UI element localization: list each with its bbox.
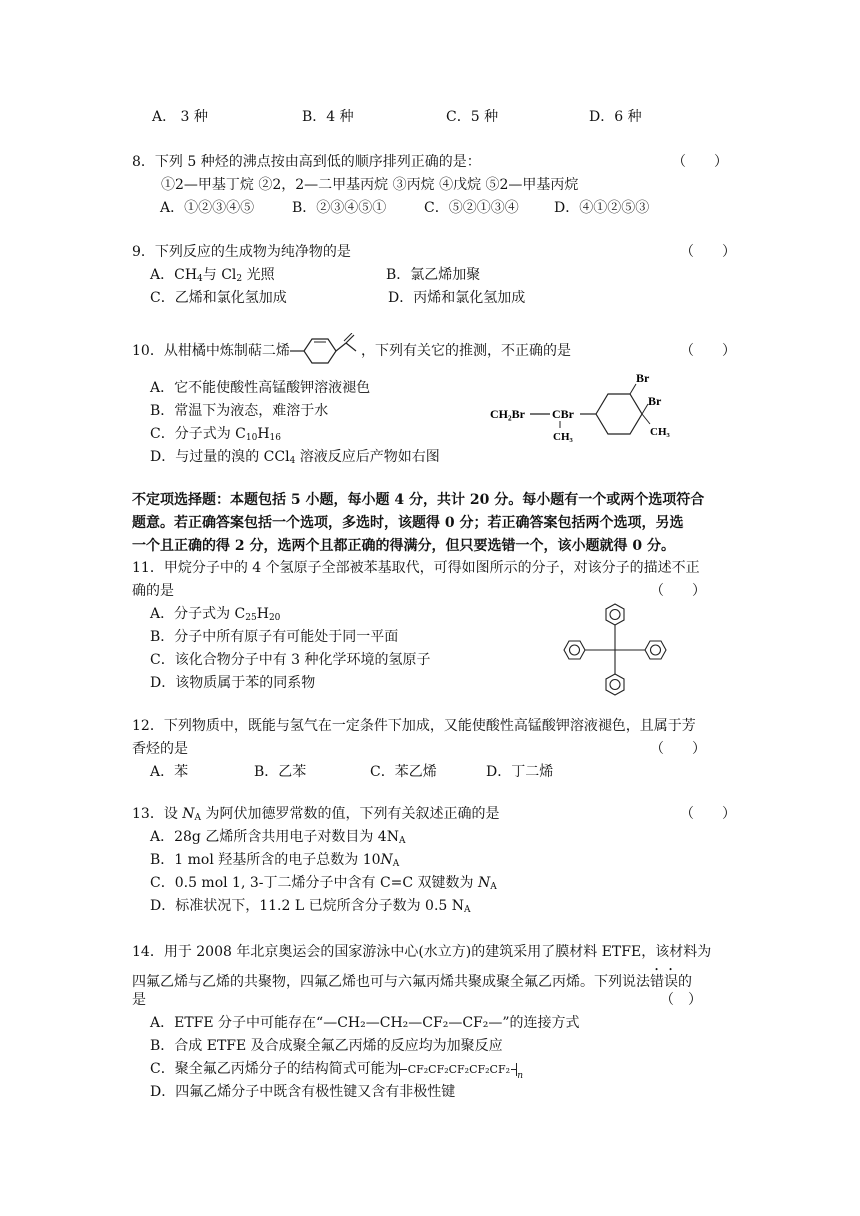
q12-option-c: C．苯乙烯 [370, 764, 437, 780]
q11-answer-paren: （ ） [650, 583, 706, 599]
bromination-product-structure [490, 370, 710, 450]
q14-stem-line-2: 四氟乙烯与乙烯的共聚物，四氟乙烯也可与六氟丙烯共聚成聚全氟乙丙烯。下列说法错误的 [132, 974, 692, 990]
q13-stem: 13．设 $N_A$ 为阿伏加德罗常数的值，下列有关叙述正确的是 [132, 806, 500, 823]
q11-stem-line-1: 11．甲烷分子中的 4 个氢原子全部被苯基取代，可得如图所示的分子，对该分子的描述不正 [132, 560, 700, 576]
svg-text:CBr: CBr [552, 407, 574, 421]
q14-stem-line-1: 14．用于 2008 年北京奥运会的国家游泳中心(水立方)的建筑采用了膜材料 ETFE，该材料为 [132, 944, 712, 960]
q10-stem-end: ，下列有关它的推测，不正确的是 [361, 343, 571, 359]
q13-option-c: C．0.5 mol 1, 3-丁二烯分子中含有 C=C 双键数为 $N_A$ [150, 875, 497, 892]
q7-option-a: A． 3 种 [152, 109, 208, 125]
q12-stem-line-2: 香烃的是 [132, 741, 188, 757]
q8-option-a: A．①②③④⑤ [160, 200, 255, 216]
q10-option-a: A．它不能使酸性高锰酸钾溶液褪色 [150, 380, 371, 396]
q9-answer-paren: （ ） [680, 244, 736, 260]
q11-option-b: B．分子中所有原子有可能处于同一平面 [150, 629, 399, 645]
q12-option-b: B．乙苯 [254, 764, 307, 780]
emphasized-wrong: 错误 [650, 974, 678, 990]
terpadiene-structure [288, 333, 360, 369]
q10-option-b: B．常温下为液态，难溶于水 [150, 403, 329, 419]
q7-option-c: C．5 种 [446, 109, 499, 125]
q10-answer-paren: （ ） [680, 343, 736, 359]
q9-option-b: B．氯乙烯加聚 [386, 267, 481, 283]
q12-stem-line-1: 12．下列物质中，既能与氢气在一定条件下加成，又能使酸性高锰酸钾溶液褪色，且属于芳 [132, 718, 696, 734]
q14-stem-line-3: 是 [132, 992, 146, 1008]
q14-option-a: A．ETFE 分子中可能存在“—CH₂—CH₂—CF₂—CF₂—”的连接方式 [150, 1015, 580, 1031]
q7-option-d: D．6 种 [589, 109, 642, 125]
q10-stem-start: 10．从柑橘中炼制萜二烯 [132, 343, 290, 359]
q7-option-b: B．4 种 [302, 109, 354, 125]
q9-option-c: C．乙烯和氯化氢加成 [150, 290, 287, 306]
q8-option-b: B．②③④⑤① [292, 200, 387, 216]
q13-option-b: B．1 mol 羟基所含的电子总数为 $10N_A$ [150, 852, 400, 869]
tetraphenylmethane-structure [560, 600, 670, 700]
q8-answer-paren: （ ） [672, 154, 728, 170]
q13-option-a: A．28g 乙烯所含共用电子对数目为 $4N_A$ [150, 829, 406, 846]
q9-stem: 9．下列反应的生成物为纯净物的是 [132, 244, 351, 260]
q8-stem: 8．下列 5 种烃的沸点按由高到低的顺序排列正确的是： [132, 154, 481, 170]
q10-option-d: D．与过量的溴的 CCl$_4$ 溶液反应后产物如右图 [150, 449, 440, 466]
section-instructions-line-2: 题意。若正确答案包括一个选项，多选时，该题得 0 分；若正确答案包括两个选项，另选 [132, 515, 684, 531]
svg-text:Br: Br [648, 394, 662, 408]
q8-option-d: D．④①②⑤③ [554, 200, 650, 216]
polymer-repeat-unit: CF₂CF₂CF₂CF₂CF₂ [407, 1063, 511, 1076]
q12-option-d: D．丁二烯 [486, 764, 554, 780]
q12-option-a: A．苯 [150, 764, 189, 780]
svg-text:CH₃: CH₃ [650, 426, 670, 438]
q9-option-a: A．$CH_4$与 $Cl_2$ 光照 [150, 267, 275, 284]
q11-option-c: C．该化合物分子中有 3 种化学环境的氢原子 [150, 652, 431, 668]
q10-option-c: C．分子式为 $C_{10}H_{16}$ [150, 426, 281, 443]
section-instructions-line-1: 不定项选择题：本题包括 5 小题，每小题 4 分，共计 20 分。每小题有一个或两个选项符合 [132, 492, 705, 508]
q14-option-b: B．合成 ETFE 及合成聚全氟乙丙烯的反应均为加聚反应 [150, 1038, 503, 1054]
q14-option-d: D．四氟乙烯分子中既含有极性键又含有非极性键 [150, 1084, 456, 1100]
q11-stem-line-2: 确的是 [132, 583, 174, 599]
q8-option-c: C．⑤②①③④ [424, 200, 519, 216]
q14-option-c: C．聚全氟乙丙烯分子的结构简式可能为 CF₂CF₂CF₂CF₂CF₂ n [150, 1061, 524, 1081]
svg-text:CH₃: CH₃ [553, 431, 573, 443]
svg-text:Br: Br [636, 371, 650, 385]
section-instructions-line-3: 一个且正确的得 2 分，选两个且都正确的得满分，但只要选错一个，该小题就得 0 分。 [132, 538, 675, 554]
q9-option-d: D．丙烯和氯化氢加成 [388, 290, 526, 306]
q12-answer-paren: （ ） [650, 741, 706, 757]
svg-text:CH₂Br: CH₂Br [490, 407, 525, 421]
q13-option-d: D．标准状况下，11.2 L 已烷所含分子数为 0.5 $N_A$ [150, 898, 471, 915]
q14-answer-paren: （ ） [660, 992, 702, 1008]
q11-option-a: A．分子式为 $C_{25}H_{20}$ [150, 606, 281, 623]
q13-answer-paren: （ ） [680, 806, 736, 822]
q8-compound-list: ①2—甲基丁烷 ②2，2—二甲基丙烷 ③丙烷 ④戊烷 ⑤2—甲基丙烷 [161, 177, 579, 193]
q11-option-d: D．该物质属于苯的同系物 [150, 675, 316, 691]
